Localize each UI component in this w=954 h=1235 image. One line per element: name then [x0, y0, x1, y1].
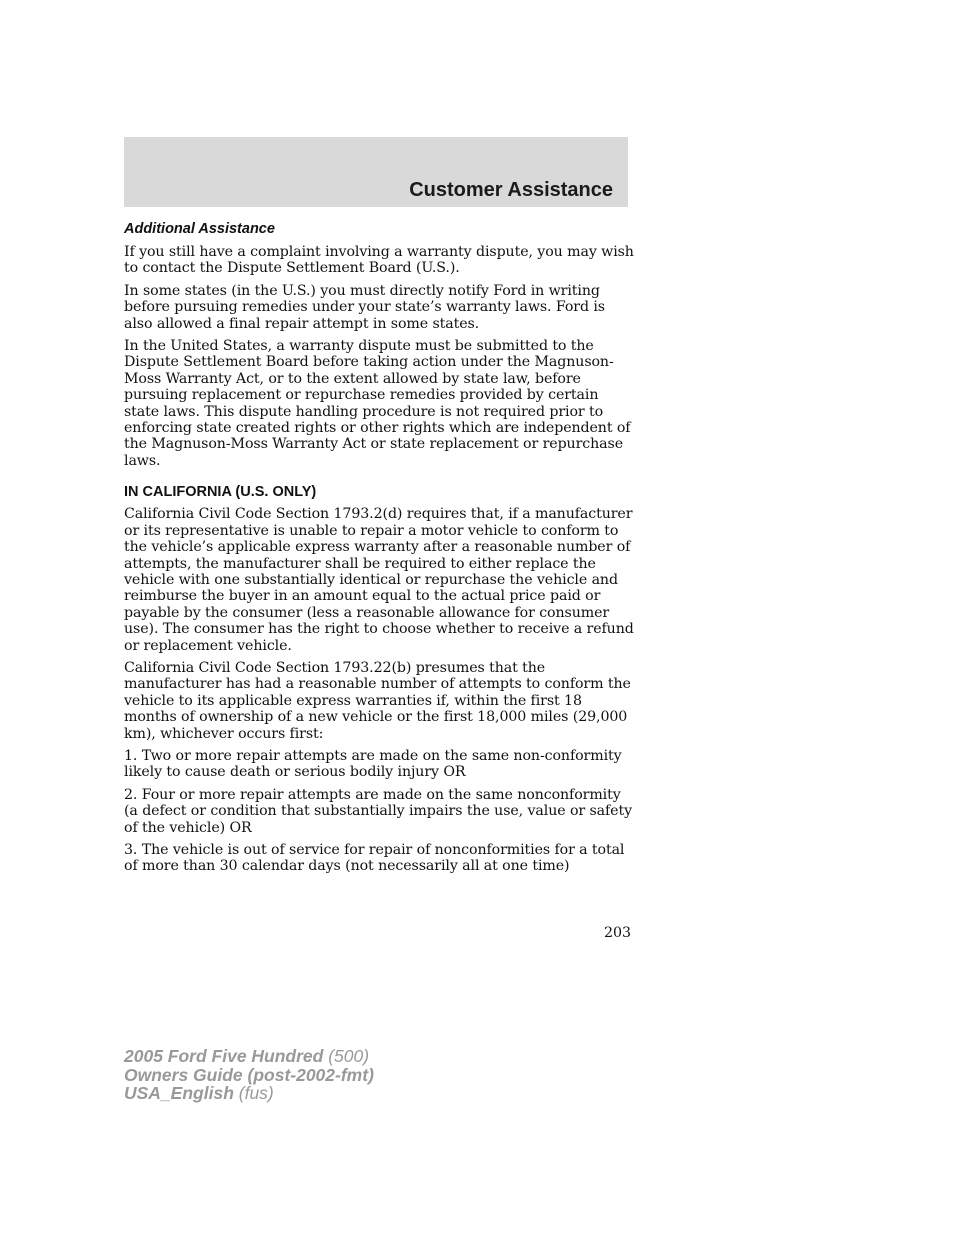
section-heading-additional-assistance: Additional Assistance — [124, 221, 275, 237]
footer-language-code: (fus) — [233, 1083, 274, 1103]
footer-language: USA_English — [124, 1083, 234, 1103]
section-heading-california: IN CALIFORNIA (U.S. ONLY) — [124, 484, 317, 501]
footer-model-code: (500) — [323, 1046, 370, 1066]
list-item: 1. Two or more repair attempts are made on the same non-conformity likely to cause death or serious bodily injury OR — [124, 747, 622, 781]
header-band — [124, 137, 628, 207]
footer-guide-name: Owners Guide (post-2002-fmt) — [124, 1064, 374, 1085]
paragraph: In some states (in the U.S.) you must directly notify Ford in writing before pursuing remedies under your state’s warranty laws. Ford is also allowed a final repair attempt in some states. — [124, 282, 605, 332]
page-number: 203 — [604, 925, 632, 941]
list-item: 3. The vehicle is out of service for repair of nonconformities for a total of more than 30 calendar days (not necessarily all at one time) — [124, 842, 625, 875]
list-item: 2. Four or more repair attempts are made on the same nonconformity (a defect or condition that substantially impairs the use, value or safety of the vehicle) OR — [124, 786, 632, 836]
paragraph: In the United States, a warranty dispute must be submitted to the Dispute Settlement Board before taking action under the Magnuson-Moss Warranty Act, or to the extent allowed by state law, before pursuing replacement or repurchase remedies provided by certain state laws. This dispute handling procedure is not required prior to enforcing state created rights or other rights which are independent of the Magnuson-Moss Warranty Act or state replacement or repurchase laws. — [124, 338, 631, 469]
footer-line-language — [124, 1084, 374, 1103]
footer-line-guide — [124, 1066, 374, 1085]
paragraph: California Civil Code Section 1793.22(b) presumes that the manufacturer has had a reasonable number of attempts to conform the vehicle to its applicable express warranties if, within the first 18 months of ownership of a new vehicle or the first 18,000 miles (29,000 km), whichever occurs first: — [124, 659, 631, 742]
footer-line-model — [124, 1047, 374, 1066]
footer-model-name: 2005 Ford Five Hundred — [124, 1046, 324, 1066]
paragraph: If you still have a complaint involving a warranty dispute, you may wish to contact the Dispute Settlement Board (U.S.). — [124, 244, 634, 277]
page-title: Customer Assistance — [409, 179, 613, 201]
main-content — [124, 220, 634, 881]
footer — [124, 1047, 374, 1103]
paragraph: California Civil Code Section 1793.2(d) requires that, if a manufacturer or its representative is unable to repair a motor vehicle to conform to the vehicle’s applicable express warranty after a reasonable number of attempts, the manufacturer shall be required to either replace the vehicle with one substantially identical or repurchase the vehicle and reimburse the buyer in an amount equal to the actual price paid or payable by the consumer (less a reasonable allowance for consumer use). The consumer has the right to choose whether to receive a refund or replacement vehicle. — [124, 506, 634, 654]
